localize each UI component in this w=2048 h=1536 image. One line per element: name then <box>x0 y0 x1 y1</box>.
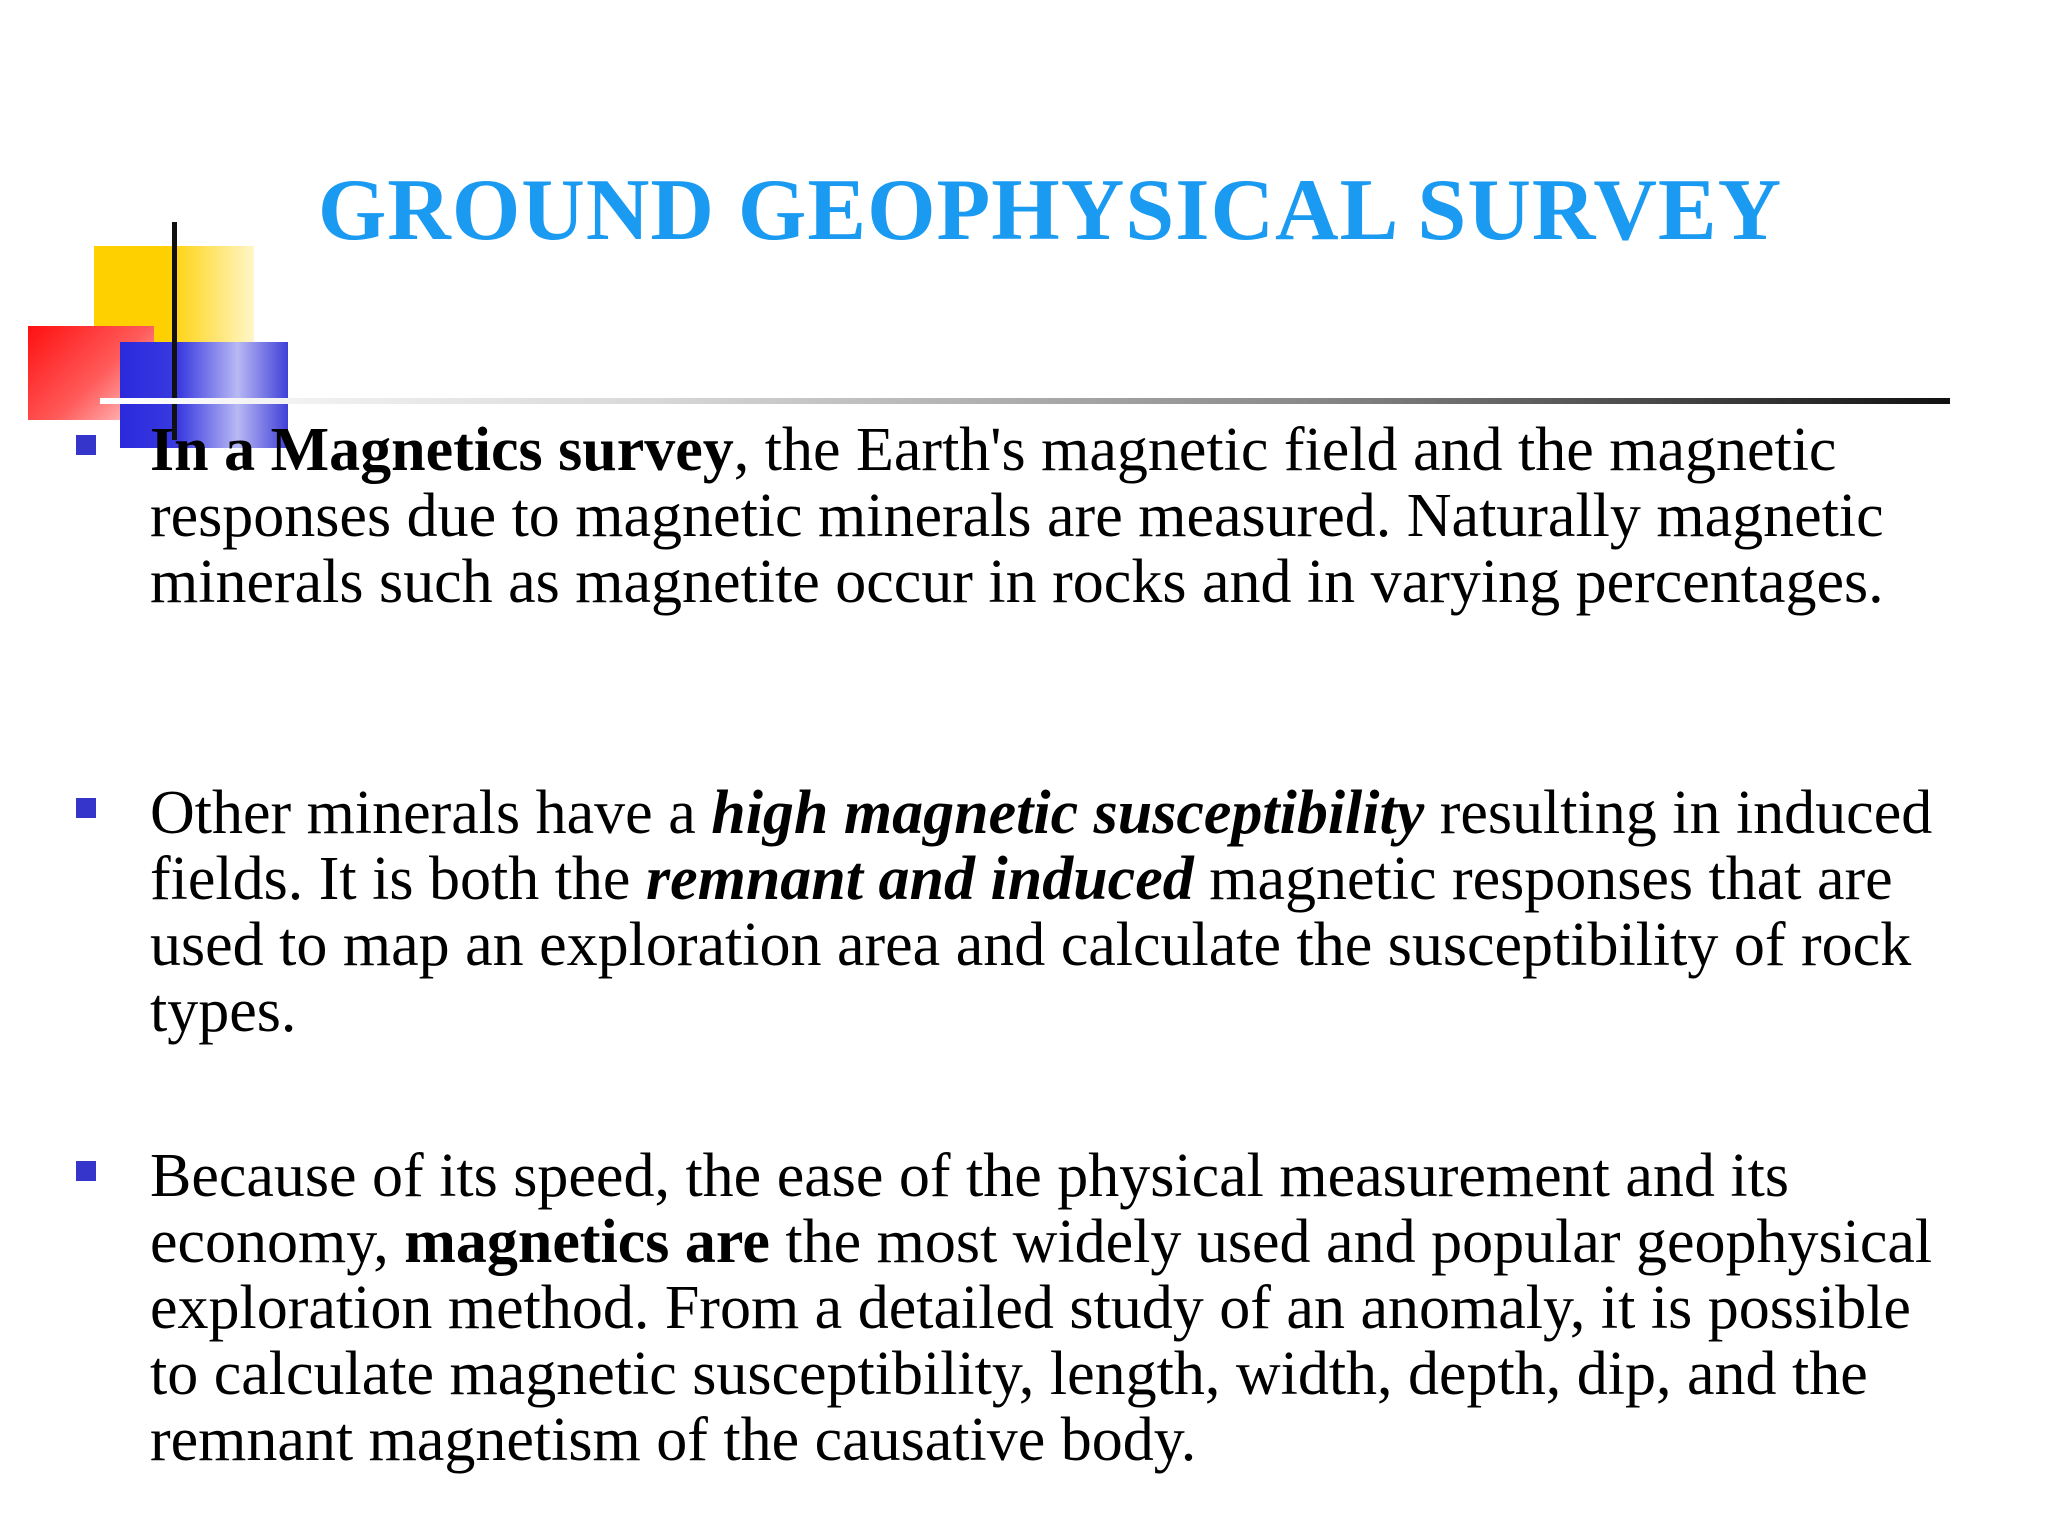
slide-title: GROUND GEOPHYSICAL SURVEY <box>317 162 1783 259</box>
bullet-text-bold: In a Magnetics survey <box>150 416 734 484</box>
square-bullet-icon <box>76 798 96 818</box>
title-divider-line <box>100 398 1950 404</box>
logo-vertical-line <box>172 222 177 440</box>
square-bullet-icon <box>76 1161 96 1181</box>
square-bullet-icon <box>76 435 96 455</box>
bullet-text: Because of its speed, the ease of the physical measurement and its economy, <box>150 1142 1790 1276</box>
bullet-text: magnetic responses that are used to map an exploration area and calculate the susceptibility of rock types. <box>150 845 1912 1045</box>
bullet-text: the most widely used and popular geophysical exploration method. From a detailed study of an anomaly, it is possible to calculate magnetic susceptibility, length, width, depth, dip, and the remnant magnetism of the causative body. <box>150 1208 1933 1474</box>
bullet-text-bold-italic: high magnetic susceptibility <box>711 779 1425 847</box>
bullet-text-bold-italic: remnant and induced <box>645 845 1194 913</box>
bullet-item <box>150 1143 1970 1473</box>
bullet-item <box>150 417 1970 615</box>
bullet-text: resulting in induced fields. It is both the <box>150 779 1933 913</box>
bullet-text: Other minerals have a <box>150 779 712 847</box>
bullet-text-bold: magnetics are <box>404 1208 770 1276</box>
bullet-text: , the Earth's magnetic field and the magnetic responses due to magnetic minerals are measured. Naturally magnetic minerals such as magnetite occur in rocks and in varying percentages. <box>150 416 1884 616</box>
bullet-item <box>150 780 1970 1044</box>
